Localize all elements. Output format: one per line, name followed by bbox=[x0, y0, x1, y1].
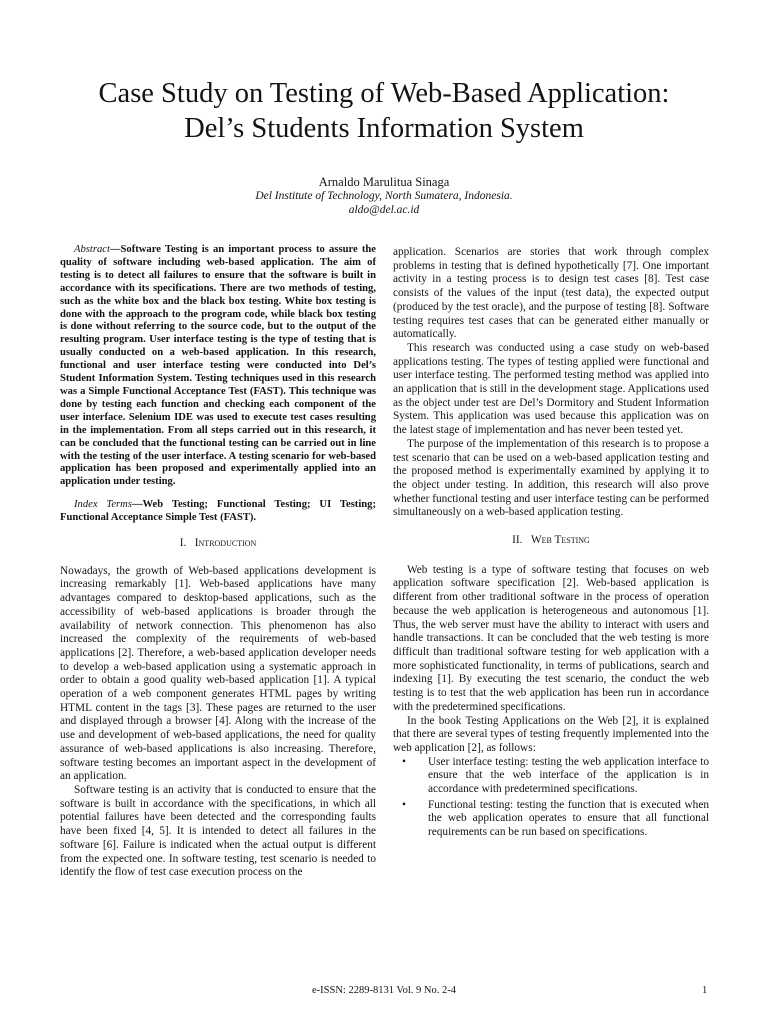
testing-types-list bbox=[393, 756, 709, 840]
author-name: Arnaldo Marulitua Sinaga bbox=[318, 175, 450, 189]
list-item: • User interface testing: testing the web application interface to ensure that the web interface of the application is in accordance with predetermined specifications. bbox=[428, 756, 709, 797]
section-number: II. bbox=[512, 534, 523, 547]
paper-title bbox=[40, 76, 728, 146]
intro-paragraph-4: This research was conducted using a case study on web-based applications testing. The types of testing applied were functional and user interface testing. The performed testing method was applied into an application that is still in the development stage. Applications used as the object under test are Del’s Dormitory and Student Information System. This application was used because this application was on the latest stage of implementation and has never been tested yet. bbox=[393, 341, 709, 437]
section-title: Web Testing bbox=[530, 534, 590, 547]
intro-paragraph-2: Software testing is an activity that is conducted to ensure that the software is built in accordance with the specifications, in which all potential failures have been detected and the corresponding faults have been fixed [4, 5]. It is intended to detect all failures in the software [6]. Failure is indicated when the actual output is different from the expected one. In software testing, test scenario is needed to identify the flow of test case execution process on the bbox=[60, 783, 376, 879]
index-terms bbox=[60, 499, 376, 525]
section-heading-web-testing bbox=[393, 534, 709, 548]
web-testing-paragraph-1: Web testing is a type of software testing that focuses on web application software specification [2]. Web-based application is different from other traditional software in the process of operation because the web application is heterogeneous and autonomous [1]. Thus, the web server must have the ability to interact with users and handle transactions. It can be concluded that the web testing is more difficult than traditional software testing for web application with a more sophisticated functionality, in terms of publications, search and indexing [1]. By executing the test scenario, the conduct the web testing is to test that the web application has been run in accordance with the predetermined specifications. bbox=[393, 563, 709, 713]
intro-paragraph-1: Nowadays, the growth of Web-based applications development is increasing remarkably [1]. Web-based applications have many advantages compared to desktop-based applications, such as the accessibility of web-based applications is broader through the availability of network connection. This phenomenon has also increased the complexity of the requirements of web-based applications [2]. Therefore, a web-based application developer needs to develop a web-based application using a systematic approach in order to obtain a good quality web-based application [1]. A typical operation of a web component generates HTML pages by writing HTML content in the tags [3]. These pages are returned to the user and displayed through a browser [4]. Along with the increase of the use and development of web-based applications, the need for quality assurance of web-based applications is also increasing. Therefore, software testing becomes an important aspect in the development of an application. bbox=[60, 564, 376, 783]
title-line-1: Case Study on Testing of Web-Based Application: bbox=[98, 78, 670, 109]
intro-paragraph-3: application. Scenarios are stories that work through complex problems in testing that is defined hypothetically [7]. One important activity in a testing process is to design test cases [8]. Test case consists of the values of the input (test data), the expected output (produced by the test oracle), and the purpose of testing [8]. Software testing requires test cases that can be generated either manually or automatically. bbox=[393, 246, 709, 341]
intro-paragraph-5: The purpose of the implementation of this research is to propose a test scenario that can be used on a web-based application testing and the proposed method is experimentally examined by applying it to the object under testing. In addition, this research will also prove whether functional testing and user interface testing can be performed simultaneously on a web-based application testing. bbox=[393, 437, 709, 519]
index-terms-text: —Web Testing; Functional Testing; UI Testing; Functional Acceptance Simple Test (FAST). bbox=[60, 499, 376, 524]
abstract bbox=[60, 244, 376, 489]
left-column bbox=[60, 244, 376, 880]
list-item: • Functional testing: testing the function that is executed when the web application operates to ensure that all functional requirements can be run based on specifications. bbox=[428, 799, 709, 840]
index-terms-lead: Index Terms bbox=[74, 499, 132, 511]
section-number: I. bbox=[179, 537, 187, 550]
footer-issn: e-ISSN: 2289-8131 Vol. 9 No. 2-4 bbox=[312, 985, 456, 996]
author-affiliation: Del Institute of Technology, North Sumatera, Indonesia. bbox=[255, 190, 513, 202]
author-email: aldo@del.ac.id bbox=[348, 204, 420, 216]
section-title: Introduction bbox=[194, 537, 257, 550]
title-line-2: Del’s Students Information System bbox=[184, 113, 584, 144]
abstract-lead: Abstract bbox=[74, 244, 110, 255]
web-testing-paragraph-2: In the book Testing Applications on the Web [2], it is explained that there are several types of testing frequently implemented into the web application [2], as follows: bbox=[393, 714, 709, 754]
right-column bbox=[393, 246, 709, 842]
section-heading-introduction bbox=[60, 537, 376, 551]
abstract-text: —Software Testing is an important process to assure the quality of software including web-based application. The aim of testing is to detect all failures to ensure that the software is built in accordance with its specifications. There are two methods of testing, such as the white box and the black box testing. White box testing is done with the approach to the program code, while black box testing is done without referring to the source code, but to the output of the resulting program. User interface testing is the type of testing that is usually conducted on a web-based application. In this research, functional and user interface testing were conducted into Del’s Student Information System. Testing techniques used in this research was a Simple Functional Acceptance Test (FAST). This technique was done by testing each function and checking each component of the user interface. Selenium IDE was used to execute test cases resulting in the implementation. From all steps carried out in this research, it can be concluded that the functional testing can be carried out in line with the testing of the user interface. A testing scenario for web-based application has been proposed and experimentally applied into an application under testing. bbox=[60, 244, 376, 488]
page-number: 1 bbox=[702, 985, 708, 996]
